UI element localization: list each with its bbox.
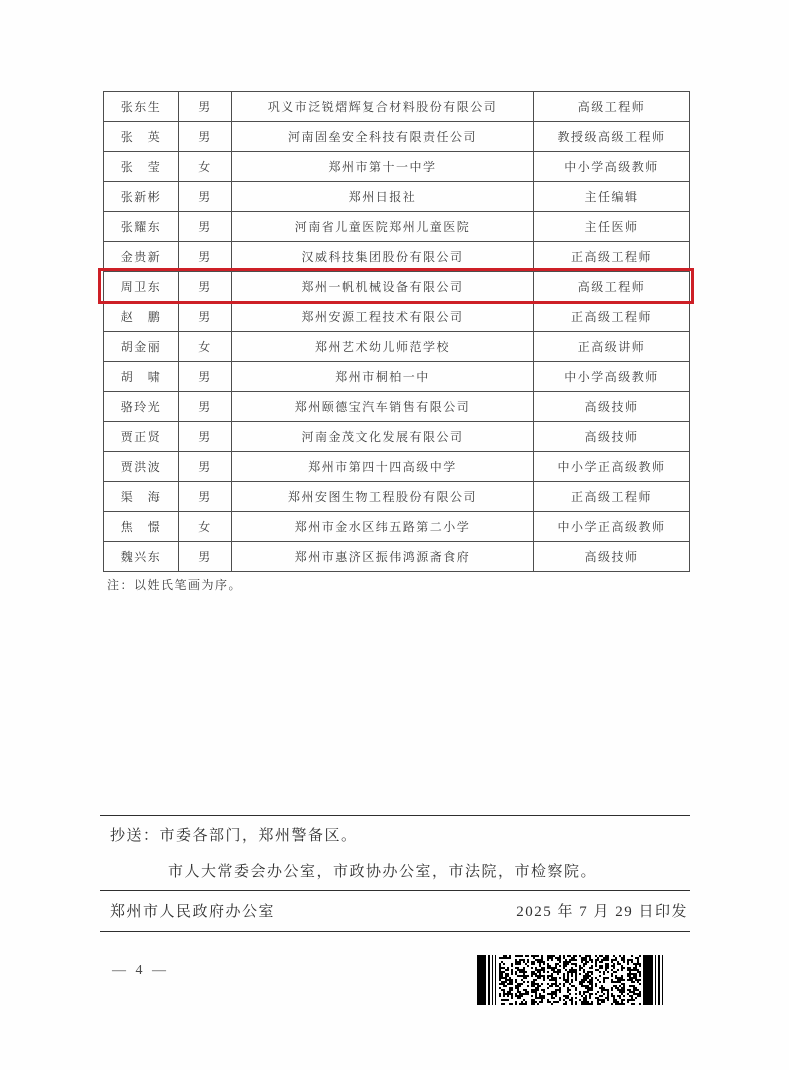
org-cell: 郑州市惠济区振伟鸿源斋食府 — [232, 542, 534, 572]
name-cell: 渠 海 — [104, 482, 179, 512]
name-cell: 骆玲光 — [104, 392, 179, 422]
gender-cell: 女 — [179, 332, 232, 362]
name-cell: 贾洪波 — [104, 452, 179, 482]
name-cell: 张 莹 — [104, 152, 179, 182]
title-cell: 高级技师 — [534, 392, 690, 422]
table-row — [104, 302, 690, 332]
title-cell: 高级技师 — [534, 422, 690, 452]
org-cell: 郑州艺术幼儿师范学校 — [232, 332, 534, 362]
title-cell: 正高级工程师 — [534, 242, 690, 272]
gender-cell: 男 — [179, 392, 232, 422]
print-date: 2025 年 7 月 29 日印发 — [516, 904, 688, 920]
gender-cell: 男 — [179, 122, 232, 152]
title-cell: 正高级工程师 — [534, 482, 690, 512]
table-row — [104, 362, 690, 392]
table-body — [104, 92, 690, 572]
barcode-image — [477, 955, 663, 1005]
org-cell: 郑州安源工程技术有限公司 — [232, 302, 534, 332]
title-cell: 正高级工程师 — [534, 302, 690, 332]
issuer-name: 郑州市人民政府办公室 — [110, 904, 276, 920]
title-cell: 中小学高级教师 — [534, 362, 690, 392]
table-row — [104, 242, 690, 272]
name-cell: 周卫东 — [104, 272, 179, 302]
gender-cell: 男 — [179, 452, 232, 482]
table-row — [104, 422, 690, 452]
gender-cell: 男 — [179, 302, 232, 332]
org-cell: 汉威科技集团股份有限公司 — [232, 242, 534, 272]
org-cell: 郑州市第十一中学 — [232, 152, 534, 182]
gender-cell: 男 — [179, 92, 232, 122]
name-cell: 胡金丽 — [104, 332, 179, 362]
name-cell: 贾正贤 — [104, 422, 179, 452]
name-cell: 魏兴东 — [104, 542, 179, 572]
title-cell: 中小学正高级教师 — [534, 512, 690, 542]
org-cell: 郑州市第四十四高级中学 — [232, 452, 534, 482]
copy-to-line-2: 市人大常委会办公室，市政协办公室，市法院，市检察院。 — [168, 864, 598, 880]
name-cell: 张新彬 — [104, 182, 179, 212]
gender-cell: 男 — [179, 542, 232, 572]
org-cell: 郑州市金水区纬五路第二小学 — [232, 512, 534, 542]
table-row — [104, 152, 690, 182]
table-row — [104, 512, 690, 542]
table-row — [104, 452, 690, 482]
org-cell: 河南固垒安全科技有限责任公司 — [232, 122, 534, 152]
table-row — [104, 182, 690, 212]
page-number: — 4 — — [112, 963, 169, 978]
org-cell: 河南金茂文化发展有限公司 — [232, 422, 534, 452]
org-cell: 郑州颐德宝汽车销售有限公司 — [232, 392, 534, 422]
org-cell: 郑州市桐柏一中 — [232, 362, 534, 392]
title-cell: 教授级高级工程师 — [534, 122, 690, 152]
title-cell: 高级工程师 — [534, 272, 690, 302]
table-row — [104, 212, 690, 242]
gender-cell: 男 — [179, 482, 232, 512]
name-cell: 张耀东 — [104, 212, 179, 242]
gender-cell: 男 — [179, 212, 232, 242]
table-row — [104, 332, 690, 362]
title-cell: 中小学正高级教师 — [534, 452, 690, 482]
issuer-row — [110, 900, 688, 921]
table-row — [104, 542, 690, 572]
org-cell: 郑州日报社 — [232, 182, 534, 212]
table-row — [104, 482, 690, 512]
name-cell: 赵 鹏 — [104, 302, 179, 332]
name-cell: 胡 啸 — [104, 362, 179, 392]
gender-cell: 男 — [179, 242, 232, 272]
appointee-table — [103, 91, 690, 572]
copy-to-line-1: 抄送：市委各部门，郑州警备区。 — [110, 828, 358, 844]
gender-cell: 女 — [179, 152, 232, 182]
title-cell: 中小学高级教师 — [534, 152, 690, 182]
org-cell: 河南省儿童医院郑州儿童医院 — [232, 212, 534, 242]
table-row — [104, 122, 690, 152]
name-cell: 金贵新 — [104, 242, 179, 272]
table-row — [104, 272, 690, 302]
title-cell: 主任医师 — [534, 212, 690, 242]
gender-cell: 男 — [179, 272, 232, 302]
gender-cell: 男 — [179, 182, 232, 212]
separator-rule-top — [100, 815, 690, 816]
gender-cell: 男 — [179, 422, 232, 452]
table-row — [104, 92, 690, 122]
title-cell: 正高级讲师 — [534, 332, 690, 362]
note-text: 注：以姓氏笔画为序。 — [107, 578, 243, 592]
title-cell: 主任编辑 — [534, 182, 690, 212]
separator-rule-middle — [100, 890, 690, 891]
org-cell: 郑州安图生物工程股份有限公司 — [232, 482, 534, 512]
org-cell: 巩义市泛锐熠辉复合材料股份有限公司 — [232, 92, 534, 122]
org-cell: 郑州一帆机械设备有限公司 — [232, 272, 534, 302]
gender-cell: 女 — [179, 512, 232, 542]
name-cell: 焦 憬 — [104, 512, 179, 542]
name-cell: 张 英 — [104, 122, 179, 152]
title-cell: 高级工程师 — [534, 92, 690, 122]
title-cell: 高级技师 — [534, 542, 690, 572]
name-cell: 张东生 — [104, 92, 179, 122]
gender-cell: 男 — [179, 362, 232, 392]
separator-rule-bottom — [100, 931, 690, 932]
table-row — [104, 392, 690, 422]
